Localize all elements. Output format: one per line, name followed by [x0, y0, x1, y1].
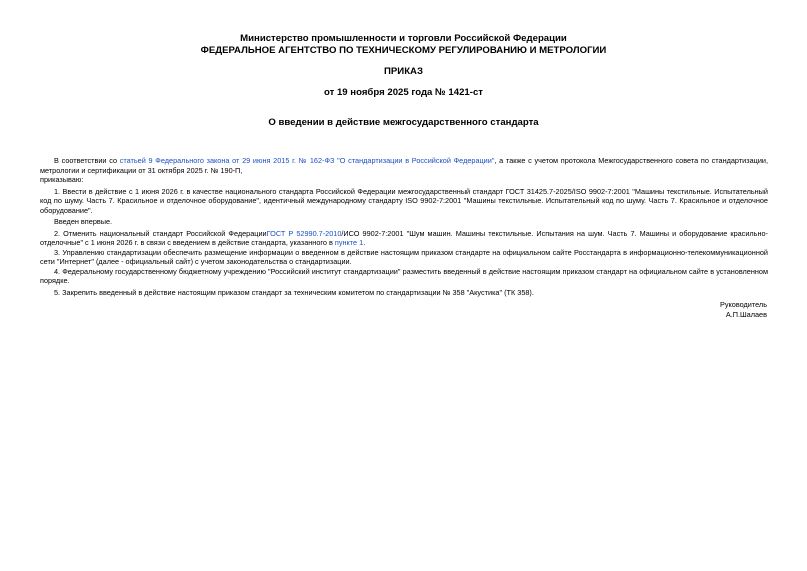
item-5: 5. Закрепить введенный в действие настоящим приказом стандарт за техническим комитетом по стандартизации № 358 "Акустика" (ТК 358). [54, 287, 534, 297]
signature-block [720, 300, 767, 320]
document-subject: О введении в действие межгосударственного стандарта [268, 117, 539, 128]
item-2-text-end: . [363, 238, 366, 247]
document-date-number: от 19 ноября 2025 года № 1421-ст [323, 87, 483, 98]
item-2-text-middle: /ИСО 9902-7:2001 "Шум машин. Машины текстильные. Испытания на шум. Часть 7. Машины и оборудование красильно-отделочные" с 1 июня 2026 г. в связи с введением в действие стандарта, указанного в [40, 228, 768, 247]
gost-link[interactable]: ГОСТ Р 52990.7-2010 [266, 228, 342, 238]
document-body [40, 156, 768, 297]
signature-name: А.П.Шалаев [725, 310, 767, 319]
order-word: приказываю: [40, 175, 84, 184]
preamble-paragraph [40, 156, 768, 175]
agency-title: ФЕДЕРАЛЬНОЕ АГЕНТСТВО ПО ТЕХНИЧЕСКОМУ РЕГУЛИРОВАНИЮ И МЕТРОЛОГИИ [200, 45, 607, 56]
point-1-link[interactable]: пункте 1 [334, 238, 364, 247]
item-2 [40, 229, 768, 248]
ministry-title: Министерство промышленности и торговли Российской Федерации [240, 33, 567, 44]
signature-title: Руководитель [719, 300, 767, 309]
law-link[interactable]: статьей 9 Федерального закона от 29 июня 2015 г. № 162-ФЗ "О стандартизации в Российской Федерации" [119, 156, 495, 165]
document-type: ПРИКАЗ [384, 66, 423, 77]
item-1: 1. Ввести в действие с 1 июня 2026 г. в качестве национального стандарта Российской Федерации межгосударственный стандарт ГОСТ 31425.7-2025/ISO 9902-7:2001 "Машины текстильные. Испытательный код по шуму. Часть 7. Красильное и отделочное оборудование", идентичный международному стандарту ISO 9902-7:2001 "Машины текстильные. Испытательный код по шуму. Часть 7. Красильное и отделочное оборудование". [40, 186, 768, 215]
introduced-first-note: Введен впервые. [54, 217, 113, 226]
preamble-text-after: , а также с учетом протокола Межгосударственного совета по стандартизации, метрологии и сертификации от 31 октября 2025 г. № 190-П, [40, 156, 769, 175]
item-4: 4. Федеральному государственному бюджетному учреждению "Российский институт стандартизации" разместить введенный в действие настоящим приказом стандарт на официальном сайте в установленном порядке. [40, 266, 768, 285]
item-2-text-before: 2. Отменить национальный стандарт Российской Федерации [54, 228, 267, 238]
item-3: 3. Управлению стандартизации обеспечить размещение информации о введенном в действие настоящим приказом стандарте на официальном сайте Росстандарта в информационно-телекоммуникационной сети "Интернет" (далее - официальный сайт) с учетом законодательства о стандартизации. [40, 247, 768, 266]
preamble-text-before: В соответствии со [54, 156, 120, 165]
